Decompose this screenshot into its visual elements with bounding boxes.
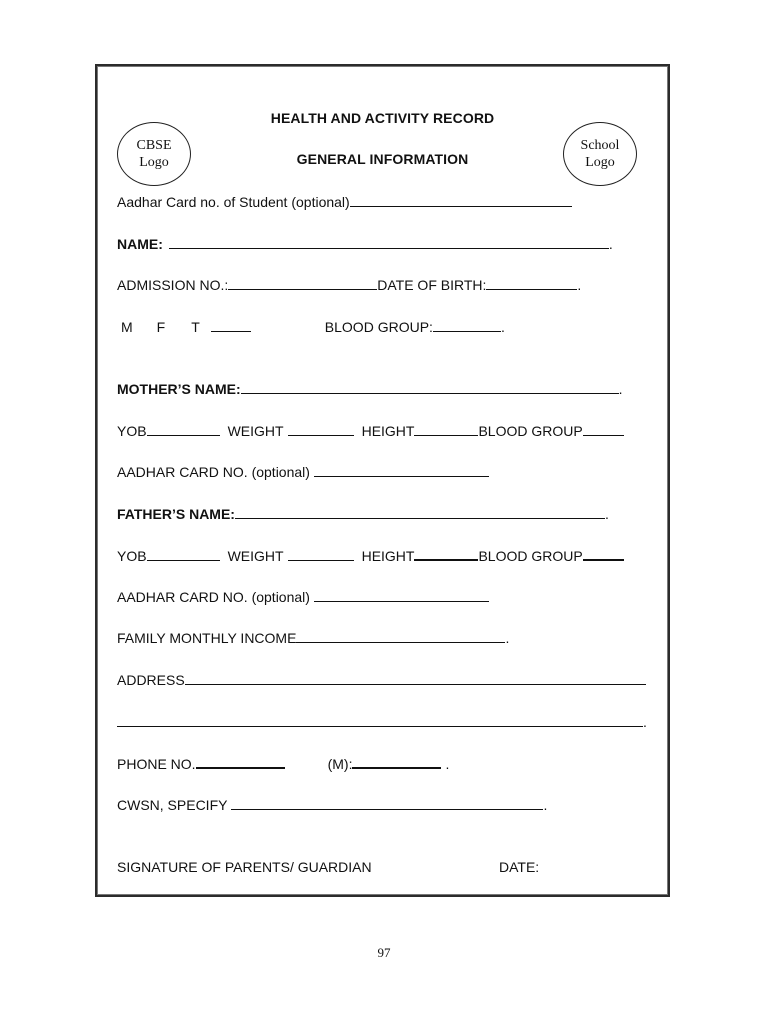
admission-blank[interactable] bbox=[228, 276, 377, 290]
mother-blood-group-blank[interactable] bbox=[583, 422, 624, 436]
mothers-name-row bbox=[117, 380, 623, 398]
fathers-name-row bbox=[117, 505, 609, 523]
mother-aadhar-row bbox=[117, 463, 489, 481]
aadhar-student-blank[interactable] bbox=[350, 193, 572, 207]
mother-aadhar-label: AADHAR CARD NO. (optional) bbox=[117, 464, 310, 480]
address-row-2 bbox=[117, 713, 647, 731]
mothers-name-blank[interactable] bbox=[241, 380, 619, 394]
father-weight-blank[interactable] bbox=[288, 547, 354, 561]
signature-label: SIGNATURE OF PARENTS/ GUARDIAN bbox=[117, 859, 372, 875]
gender-row bbox=[121, 318, 505, 336]
mother-vitals-row bbox=[117, 422, 624, 440]
father-height-label: HEIGHT bbox=[361, 548, 415, 564]
admission-row bbox=[117, 276, 581, 294]
fathers-name-blank[interactable] bbox=[235, 505, 605, 519]
gender-m[interactable]: M bbox=[121, 319, 133, 335]
name-label: NAME: bbox=[117, 236, 163, 252]
mother-yob-label: YOB bbox=[117, 423, 147, 439]
blood-group-period: . bbox=[500, 319, 505, 335]
name-blank[interactable] bbox=[169, 235, 609, 249]
gender-f[interactable]: F bbox=[156, 319, 166, 335]
dob-label: DATE OF BIRTH: bbox=[377, 277, 487, 293]
mobile-label: (M): bbox=[327, 756, 353, 772]
father-yob-blank[interactable] bbox=[147, 547, 220, 561]
gender-t[interactable]: T bbox=[191, 319, 200, 335]
family-income-blank[interactable] bbox=[296, 629, 505, 643]
blood-group-label: BLOOD GROUP: bbox=[324, 319, 433, 335]
cbse-logo-placeholder bbox=[117, 122, 191, 186]
fathers-name-label: FATHER’S NAME: bbox=[117, 506, 235, 522]
aadhar-student-row bbox=[117, 193, 572, 211]
father-yob-label: YOB bbox=[117, 548, 147, 564]
school-logo-line2: Logo bbox=[585, 155, 615, 170]
form-title: HEALTH AND ACTIVITY RECORD bbox=[270, 110, 495, 126]
name-row bbox=[117, 235, 613, 253]
mobile-blank[interactable] bbox=[352, 754, 441, 769]
mother-yob-blank[interactable] bbox=[147, 422, 220, 436]
family-income-label: FAMILY MONTHLY INCOME bbox=[117, 630, 297, 646]
blood-group-blank[interactable] bbox=[433, 318, 501, 332]
cwsn-blank[interactable] bbox=[231, 796, 543, 810]
cwsn-row bbox=[117, 796, 547, 814]
admission-label: ADMISSION NO.: bbox=[117, 277, 229, 293]
mother-height-label: HEIGHT bbox=[361, 423, 415, 439]
school-logo-placeholder bbox=[563, 122, 637, 186]
phone-label: PHONE NO. bbox=[117, 756, 196, 772]
mothers-name-period: . bbox=[618, 381, 623, 397]
father-aadhar-label: AADHAR CARD NO. (optional) bbox=[117, 589, 310, 605]
fathers-name-period: . bbox=[604, 506, 609, 522]
mother-blood-group-label: BLOOD GROUP bbox=[478, 423, 583, 439]
father-blood-group-label: BLOOD GROUP bbox=[478, 548, 583, 564]
cwsn-label: CWSN, SPECIFY bbox=[117, 797, 228, 813]
gender-blank[interactable] bbox=[211, 318, 251, 332]
dob-blank[interactable] bbox=[486, 276, 577, 290]
mother-weight-label: WEIGHT bbox=[227, 423, 284, 439]
cbse-logo-line1: CBSE bbox=[136, 138, 172, 153]
father-height-blank[interactable] bbox=[414, 546, 478, 561]
father-vitals-row bbox=[117, 546, 624, 565]
name-period: . bbox=[608, 236, 613, 252]
address-row bbox=[117, 671, 646, 689]
cwsn-period: . bbox=[543, 797, 548, 813]
family-income-row bbox=[117, 629, 509, 647]
school-logo-line1: School bbox=[580, 138, 620, 153]
address-period: . bbox=[643, 714, 647, 730]
family-income-period: . bbox=[505, 630, 510, 646]
mothers-name-label: MOTHER’S NAME: bbox=[117, 381, 241, 397]
address-blank-line2[interactable] bbox=[117, 713, 643, 727]
father-aadhar-row bbox=[117, 588, 489, 606]
form-subtitle: GENERAL INFORMATION bbox=[296, 151, 469, 167]
phone-row bbox=[117, 754, 449, 773]
address-blank-line1[interactable] bbox=[185, 671, 646, 685]
page-number: 97 bbox=[377, 945, 391, 960]
father-blood-group-blank[interactable] bbox=[583, 546, 624, 561]
mother-height-blank[interactable] bbox=[414, 422, 478, 436]
cbse-logo-line2: Logo bbox=[139, 155, 169, 170]
date-label: DATE: bbox=[499, 859, 540, 875]
father-weight-label: WEIGHT bbox=[227, 548, 284, 564]
dob-period: . bbox=[577, 277, 582, 293]
father-aadhar-blank[interactable] bbox=[314, 588, 489, 602]
phone-blank[interactable] bbox=[196, 754, 285, 769]
mother-weight-blank[interactable] bbox=[288, 422, 354, 436]
aadhar-student-label: Aadhar Card no. of Student (optional) bbox=[117, 194, 350, 210]
address-label: ADDRESS bbox=[117, 672, 185, 688]
mobile-period: . bbox=[445, 756, 450, 772]
mother-aadhar-blank[interactable] bbox=[314, 463, 489, 477]
